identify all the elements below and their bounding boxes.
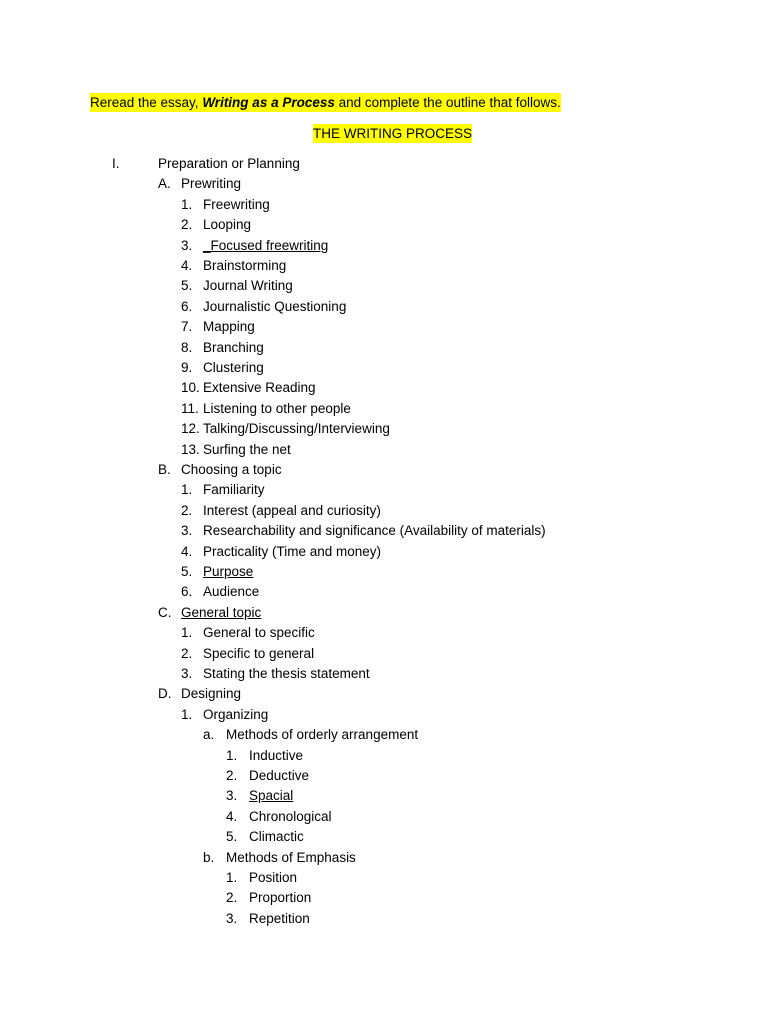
- outline-text: Branching: [203, 339, 264, 355]
- outline-text: Methods of orderly arrangement: [226, 727, 419, 743]
- outline-text: Methods of Emphasis: [226, 849, 356, 865]
- outline-marker: D.: [158, 686, 172, 702]
- outline-text: Stating the thesis statement: [203, 666, 370, 681]
- outline-text: Deductive: [249, 768, 310, 783]
- instruction-suffix: and complete the outline that follows.: [334, 95, 561, 110]
- outline-text: Clustering: [203, 360, 264, 375]
- outline-text: Proportion: [249, 890, 312, 906]
- outline-text: Surfing the net: [203, 441, 291, 457]
- outline-text: Practicality (Time and money): [203, 543, 382, 559]
- outline-text: Specific to general: [203, 645, 315, 661]
- outline-text: Designing: [181, 686, 242, 702]
- outline-marker: 3.: [226, 910, 238, 926]
- outline-marker: a.: [203, 727, 215, 743]
- outline-marker: 2.: [226, 890, 238, 906]
- outline-text: Mapping: [203, 319, 255, 335]
- outline-text: Familiarity: [203, 482, 265, 498]
- outline-marker: 9.: [181, 360, 193, 375]
- outline-marker: 6.: [181, 298, 193, 314]
- outline-text: Organizing: [203, 706, 269, 722]
- outline-marker: I.: [112, 156, 120, 171]
- outline-marker: 3.: [181, 666, 193, 681]
- outline-marker: 10.: [181, 380, 200, 396]
- outline-marker: 4.: [181, 543, 193, 559]
- outline-marker: 13.: [181, 441, 200, 457]
- outline-text: Chronological: [249, 808, 332, 824]
- outline-marker: 4.: [226, 808, 238, 824]
- outline-marker: 5.: [181, 278, 193, 294]
- outline-text: Brainstorming: [203, 258, 287, 273]
- outline-marker: 3.: [181, 237, 193, 253]
- instruction-prefix: Reread the essay,: [90, 95, 203, 110]
- outline-text: Audience: [203, 584, 260, 600]
- outline-text: Purpose: [203, 564, 254, 579]
- outline-text: General topic: [181, 604, 262, 620]
- outline-text: Extensive Reading: [203, 380, 316, 396]
- outline-marker: 12.: [181, 421, 200, 437]
- outline-marker: 3.: [226, 788, 238, 804]
- outline-marker: 1.: [226, 747, 238, 763]
- outline-text: Listening to other people: [203, 400, 351, 416]
- outline-marker: 2.: [181, 645, 193, 661]
- outline-marker: 7.: [181, 319, 193, 335]
- outline-marker: 1.: [181, 196, 193, 212]
- outline-marker: 2.: [181, 217, 193, 233]
- outline-marker: b.: [203, 849, 215, 865]
- outline-text: Spacial: [249, 788, 294, 804]
- outline-marker: 3.: [181, 523, 193, 539]
- outline-text: Looping: [203, 217, 252, 233]
- outline-text: Interest (appeal and curiosity): [203, 502, 381, 518]
- outline-text: _Focused freewriting: [203, 237, 329, 253]
- outline-text: General to specific: [203, 625, 315, 641]
- instruction-line: [90, 93, 561, 112]
- outline-text: Journalistic Questioning: [203, 298, 347, 314]
- outline-marker: 8.: [181, 339, 193, 355]
- outline-marker: B.: [158, 462, 171, 477]
- outline-marker: 5.: [181, 564, 193, 579]
- outline-text: Freewriting: [203, 196, 270, 212]
- outline-text: Climactic: [249, 829, 304, 845]
- outline-marker: 1.: [226, 870, 238, 885]
- outline-marker: 2.: [181, 502, 193, 518]
- outline-marker: 6.: [181, 584, 193, 600]
- page-title: THE WRITING PROCESS: [313, 126, 473, 141]
- outline-text: Inductive: [249, 747, 304, 763]
- outline-marker: 1.: [181, 706, 193, 722]
- outline-text: Preparation or Planning: [158, 156, 300, 171]
- outline-text: Repetition: [249, 910, 310, 926]
- outline-text: Talking/Discussing/Interviewing: [203, 421, 390, 437]
- outline-marker: 5.: [226, 829, 238, 845]
- essay-title: Writing as a Process: [202, 95, 335, 110]
- outline-marker: 11.: [181, 400, 199, 416]
- outline-text: Position: [249, 870, 298, 885]
- outline-marker: C.: [158, 604, 172, 620]
- outline-text: Prewriting: [181, 176, 242, 192]
- outline-marker: 1.: [181, 625, 193, 641]
- outline-marker: 1.: [181, 482, 193, 498]
- outline-marker: A.: [158, 176, 171, 192]
- outline-text: Researchability and significance (Availability of materials): [203, 523, 546, 539]
- outline-text: Journal Writing: [203, 278, 293, 294]
- outline-marker: 2.: [226, 768, 238, 783]
- outline-text: Choosing a topic: [181, 462, 282, 477]
- outline-marker: 4.: [181, 258, 193, 273]
